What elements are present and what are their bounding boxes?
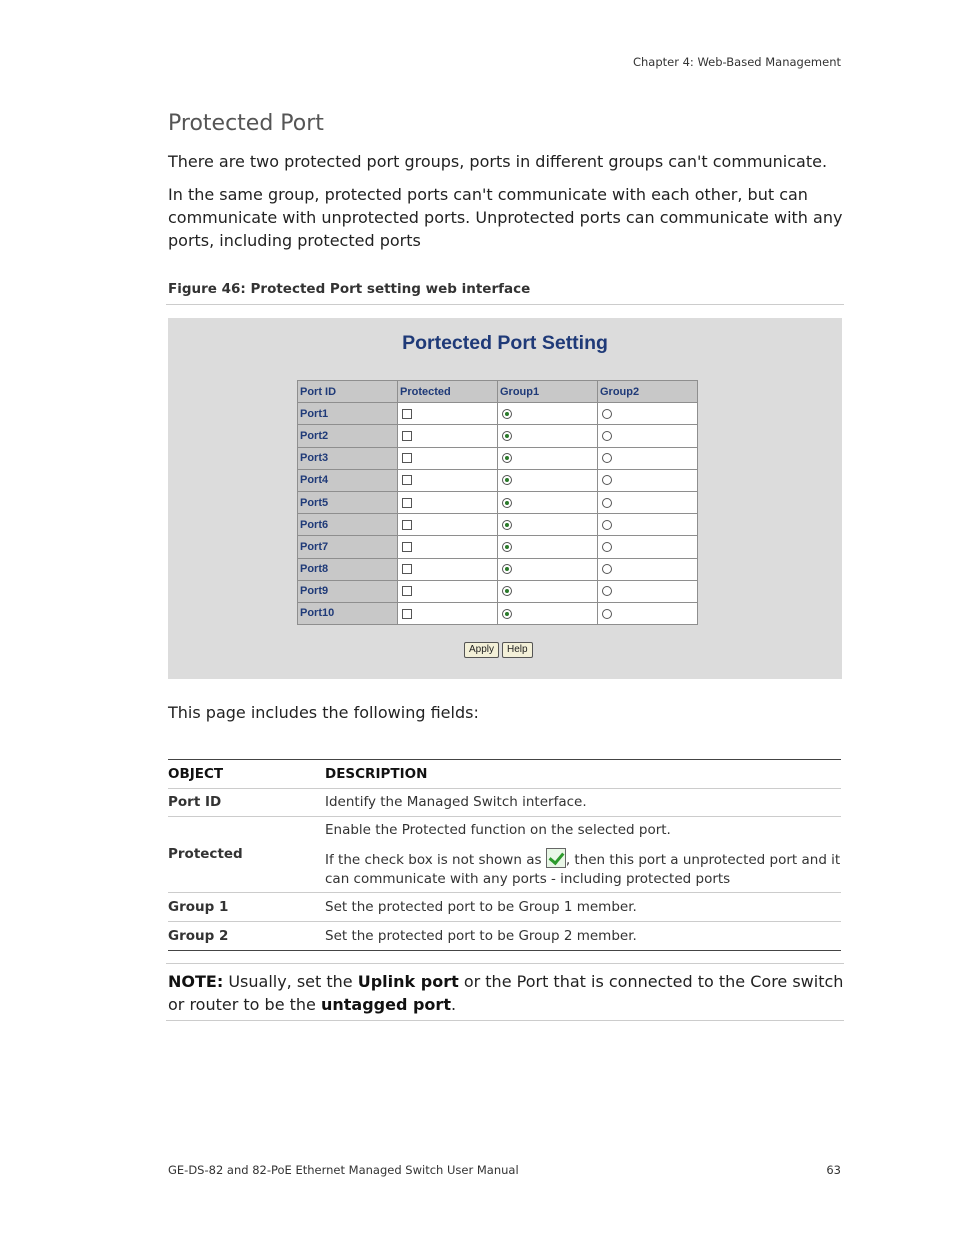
col-group1: Group1: [498, 381, 598, 403]
object-group2: Group 2: [168, 922, 325, 951]
protected-checkbox[interactable]: [402, 475, 412, 485]
port-id-cell: Port5: [298, 491, 398, 513]
group1-cell: [498, 558, 598, 580]
group2-radio[interactable]: [602, 475, 612, 485]
group2-cell: [598, 469, 698, 491]
group1-cell: [498, 514, 598, 536]
field-row-protected: [168, 817, 841, 893]
group2-radio[interactable]: [602, 498, 612, 508]
desc-group2: Set the protected port to be Group 2 member.: [325, 922, 841, 951]
note-top-rule: [166, 963, 844, 964]
field-row-port-id: [168, 789, 841, 817]
protected-port-table: [297, 380, 698, 625]
protected-cell: [398, 602, 498, 624]
col-protected: Protected: [398, 381, 498, 403]
fields-table: [168, 759, 841, 951]
group1-radio[interactable]: [502, 409, 512, 419]
port-row: [298, 514, 698, 536]
section-title: Protected Port: [168, 111, 324, 136]
port-id-cell: Port1: [298, 403, 398, 425]
port-row: [298, 469, 698, 491]
note-text-3: .: [450, 995, 457, 1014]
group2-cell: [598, 514, 698, 536]
port-id-cell: Port3: [298, 447, 398, 469]
group1-radio[interactable]: [502, 498, 512, 508]
note-text-2: or the Port that is connected to the Core switch or router to be the: [168, 972, 844, 1014]
col-port-id: Port ID: [298, 381, 398, 403]
group1-cell: [498, 469, 598, 491]
protected-cell: [398, 425, 498, 447]
checked-box-icon: [546, 848, 566, 868]
port-row: [298, 447, 698, 469]
protected-checkbox[interactable]: [402, 498, 412, 508]
caption-rule: [166, 304, 844, 305]
note-bottom-rule: [166, 1020, 844, 1021]
group2-radio[interactable]: [602, 609, 612, 619]
port-row: [298, 491, 698, 513]
group2-cell: [598, 580, 698, 602]
port-row: [298, 403, 698, 425]
port-row: [298, 580, 698, 602]
group2-radio[interactable]: [602, 409, 612, 419]
group1-cell: [498, 580, 598, 602]
protected-cell: [398, 580, 498, 602]
port-id-cell: Port9: [298, 580, 398, 602]
fields-intro: This page includes the following fields:: [168, 703, 479, 722]
group2-radio[interactable]: [602, 453, 612, 463]
group2-cell: [598, 536, 698, 558]
group2-radio[interactable]: [602, 431, 612, 441]
intro-paragraph-1: There are two protected port groups, ports in different groups can't communicate.: [168, 152, 828, 171]
protected-cell: [398, 536, 498, 558]
note-uplink-port: Uplink port: [357, 972, 459, 991]
group1-cell: [498, 403, 598, 425]
desc-protected-text-a: If the check box is not shown as: [325, 851, 542, 868]
group2-cell: [598, 447, 698, 469]
protected-checkbox[interactable]: [402, 431, 412, 441]
desc-port-id: Identify the Managed Switch interface.: [325, 789, 841, 817]
group1-cell: [498, 447, 598, 469]
figure-caption: Figure 46: Protected Port setting web interface: [168, 281, 531, 297]
protected-checkbox[interactable]: [402, 564, 412, 574]
group1-radio[interactable]: [502, 542, 512, 552]
group1-cell: [498, 602, 598, 624]
group1-cell: [498, 491, 598, 513]
port-row: [298, 602, 698, 624]
protected-checkbox[interactable]: [402, 520, 412, 530]
group1-radio[interactable]: [502, 609, 512, 619]
help-button[interactable]: Help: [502, 642, 533, 658]
protected-port-panel: [168, 318, 842, 679]
desc-protected-line2: [325, 848, 841, 889]
port-row: [298, 536, 698, 558]
protected-cell: [398, 558, 498, 580]
desc-protected: [325, 817, 841, 893]
protected-cell: [398, 447, 498, 469]
header-object: OBJECT: [168, 760, 325, 789]
field-row-group1: [168, 893, 841, 922]
port-row: [298, 558, 698, 580]
group1-cell: [498, 425, 598, 447]
desc-group1: Set the protected port to be Group 1 member.: [325, 893, 841, 922]
group2-radio[interactable]: [602, 520, 612, 530]
protected-checkbox[interactable]: [402, 453, 412, 463]
object-port-id: Port ID: [168, 789, 325, 817]
group1-radio[interactable]: [502, 520, 512, 530]
chapter-header: Chapter 4: Web-Based Management: [632, 55, 841, 69]
note-untagged-port: untagged port: [320, 995, 451, 1014]
note-paragraph: [168, 970, 848, 1016]
group2-cell: [598, 491, 698, 513]
group2-radio[interactable]: [602, 586, 612, 596]
group2-cell: [598, 425, 698, 447]
group2-cell: [598, 602, 698, 624]
group1-radio[interactable]: [502, 453, 512, 463]
note-label: NOTE:: [168, 972, 224, 991]
field-row-group2: [168, 922, 841, 951]
port-id-cell: Port10: [298, 602, 398, 624]
protected-checkbox[interactable]: [402, 609, 412, 619]
protected-cell: [398, 514, 498, 536]
desc-protected-line1: Enable the Protected function on the selected port.: [325, 821, 671, 838]
panel-title: Portected Port Setting: [402, 332, 608, 354]
page-number: 63: [826, 1163, 841, 1177]
group1-radio[interactable]: [502, 586, 512, 596]
object-group1: Group 1: [168, 893, 325, 922]
port-id-cell: Port8: [298, 558, 398, 580]
col-group2: Group2: [598, 381, 698, 403]
protected-checkbox[interactable]: [402, 586, 412, 596]
apply-button[interactable]: Apply: [464, 642, 499, 658]
desc-protected-text-b: , then this port a unprotected port and it can communicate with any ports - including protected ports: [325, 851, 841, 887]
group1-radio[interactable]: [502, 564, 512, 574]
group1-cell: [498, 536, 598, 558]
protected-cell: [398, 403, 498, 425]
port-id-cell: Port4: [298, 469, 398, 491]
protected-checkbox[interactable]: [402, 542, 412, 552]
port-id-cell: Port2: [298, 425, 398, 447]
intro-paragraph-2: In the same group, protected ports can't communicate with each other, but can communicate with unprotected ports. Unprotected ports can communicate with any ports, including protected ports: [168, 185, 843, 250]
protected-checkbox[interactable]: [402, 409, 412, 419]
port-row: [298, 425, 698, 447]
port-id-cell: Port6: [298, 514, 398, 536]
object-protected: Protected: [168, 817, 325, 893]
group1-radio[interactable]: [502, 431, 512, 441]
group2-cell: [598, 558, 698, 580]
protected-cell: [398, 491, 498, 513]
group2-radio[interactable]: [602, 542, 612, 552]
protected-cell: [398, 469, 498, 491]
footer-manual-title: GE-DS-82 and 82-PoE Ethernet Managed Switch User Manual: [168, 1163, 519, 1177]
note-text-1: Usually, set the: [223, 972, 358, 991]
group1-radio[interactable]: [502, 475, 512, 485]
header-description: DESCRIPTION: [325, 760, 841, 789]
port-id-cell: Port7: [298, 536, 398, 558]
group2-radio[interactable]: [602, 564, 612, 574]
group2-cell: [598, 403, 698, 425]
